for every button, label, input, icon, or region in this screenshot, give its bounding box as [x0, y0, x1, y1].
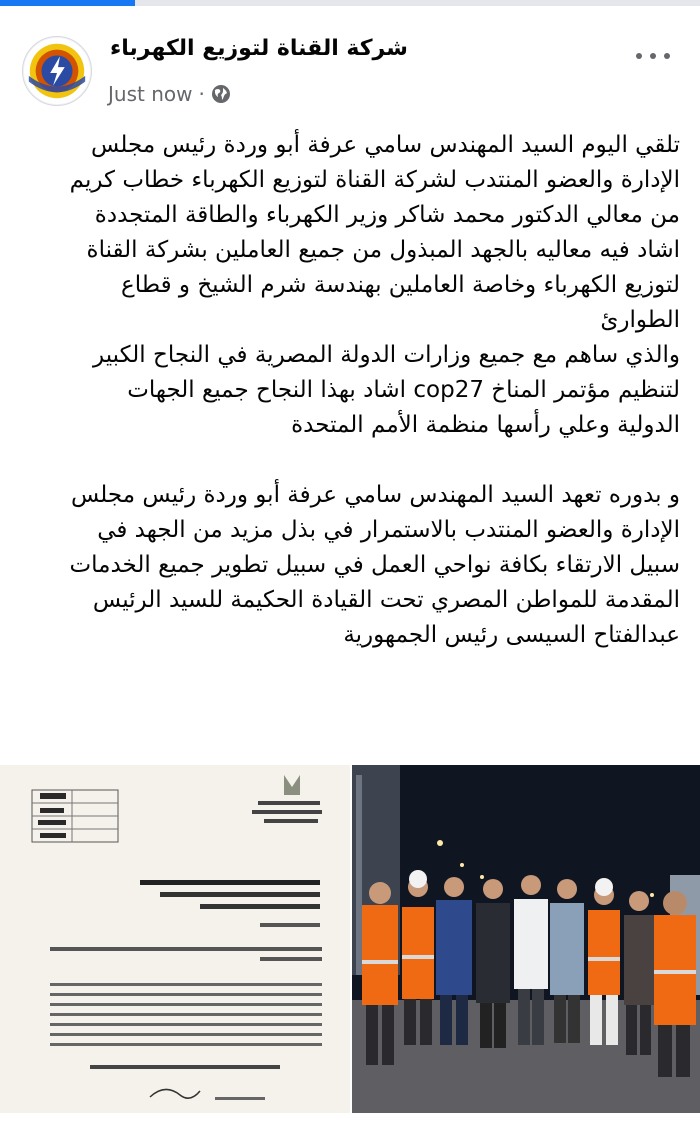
- page-avatar[interactable]: [22, 36, 92, 106]
- post-line: تلقي اليوم السيد المهندس سامي عرفة أبو وردة رئيس مجلس: [91, 132, 680, 158]
- post-images: [0, 765, 700, 1113]
- post-line: اشاد فيه معاليه بالجهد المبذول من جميع العاملين بشركة القناة: [86, 237, 680, 263]
- post-line: والذي ساهم مع جميع وزارات الدولة المصرية في النجاح الكبير: [93, 342, 680, 368]
- post-line: المقدمة للمواطن المصري تحت القيادة الحكيمة للسيد الرئيس: [92, 587, 680, 613]
- page-name-link[interactable]: شركة القناة لتوزيع الكهرباء: [110, 36, 408, 61]
- post-line: الإدارة والعضو المنتدب بالاستمرار في بذل مزيد من الجهد في: [97, 517, 680, 543]
- group-photo-image[interactable]: [352, 765, 700, 1113]
- post-line: لتوزيع الكهرباء وخاصة العاملين بهندسة شرم الشيخ و قطاع: [121, 272, 680, 298]
- company-logo-icon: [23, 37, 91, 105]
- post-line: من معالي الدكتور محمد شاكر وزير الكهرباء والطاقة المتجددة: [94, 202, 680, 228]
- more-dots-icon: [636, 53, 642, 59]
- letter-document-image[interactable]: [0, 765, 350, 1113]
- paragraph-gap: [38, 443, 680, 478]
- post-line: و بدوره تعهد السيد المهندس سامي عرفة أبو وردة رئيس مجلس: [70, 482, 680, 508]
- progress-strip: [0, 0, 700, 6]
- post-line: لتنظيم مؤتمر المناخ cop27 اشاد بهذا النجاح جميع الجهات: [127, 377, 680, 403]
- meta-separator: ·: [198, 82, 205, 106]
- progress-fill: [0, 0, 135, 6]
- more-options-button[interactable]: [636, 46, 670, 66]
- globe-icon[interactable]: [211, 84, 231, 104]
- post-line: الدولية وعلي رأسها منظمة الأمم المتحدة: [291, 412, 680, 438]
- timestamp[interactable]: Just now: [108, 82, 193, 106]
- post-line: الإدارة والعضو المنتدب لشركة القناة لتوزيع الكهرباء خطاب كريم: [69, 167, 680, 193]
- post-header: [0, 30, 700, 120]
- post-line: عبدالفتاح السيسى رئيس الجمهورية: [343, 622, 680, 648]
- post-meta: [108, 82, 231, 106]
- post-line: الطوارئ: [600, 307, 680, 333]
- post-body: [38, 128, 680, 653]
- post-line: سبيل الارتقاء بكافة نواحي العمل في سبيل تطوير جميع الخدمات: [69, 552, 680, 578]
